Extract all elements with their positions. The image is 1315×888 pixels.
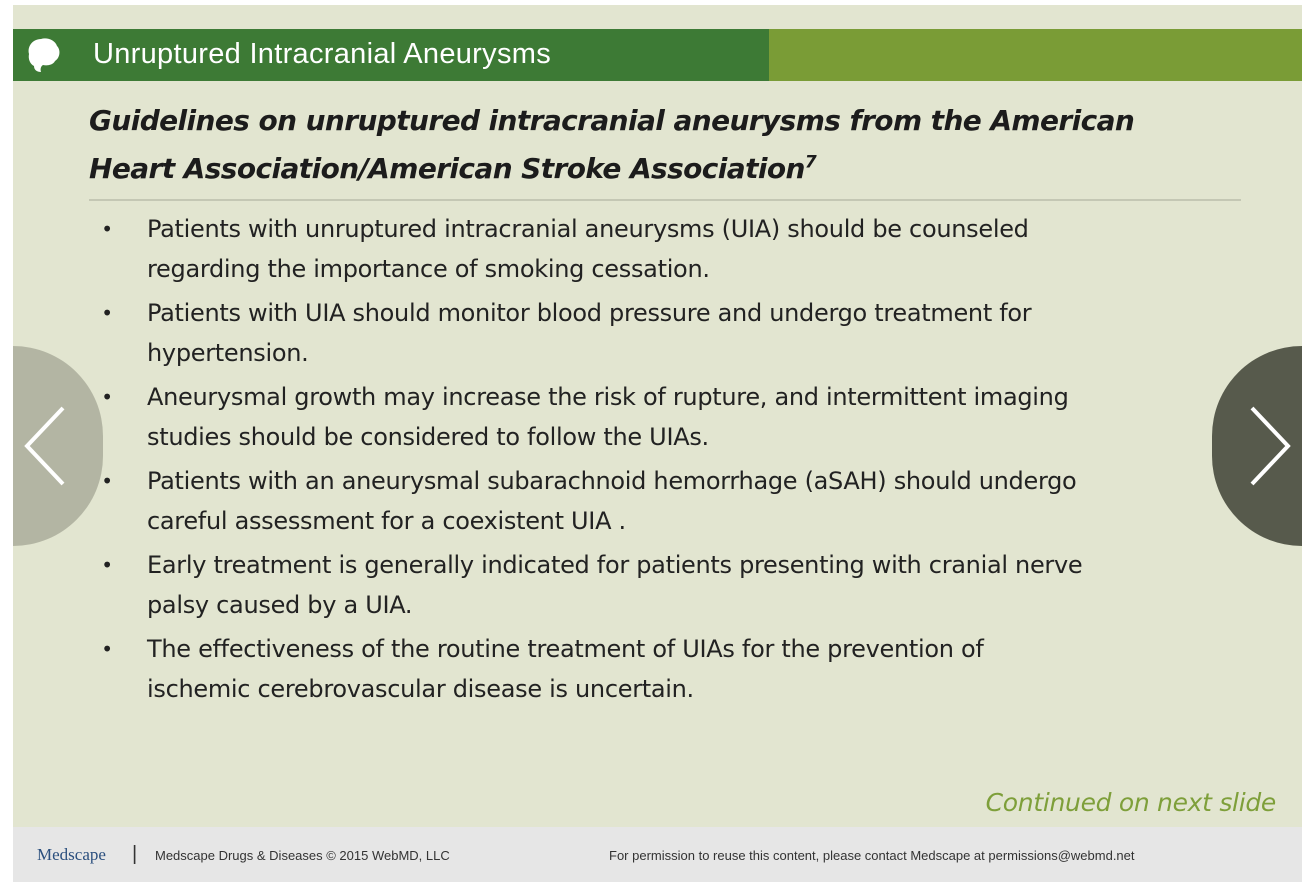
bullet-item [97,377,1177,457]
slide [13,5,1302,882]
footer-copyright: Medscape Drugs & Diseases © 2015 WebMD, LLC [155,848,450,863]
footer [13,827,1302,882]
bullet-line: The effectiveness of the routine treatment of UIAs for the prevention of [147,635,984,663]
bullet-item [97,293,1177,373]
bullet-glyph: • [101,469,113,493]
header-bar [13,29,1302,81]
bullet-list [97,209,1177,713]
divider [89,199,1241,201]
chevron-right-icon [1248,406,1292,486]
header-dark-segment [13,29,769,81]
bullet-line: ischemic cerebrovascular disease is uncertain. [147,675,694,703]
subtitle-line-1: Guidelines on unruptured intracranial aneurysms from the American [89,104,1135,137]
bullet-glyph: • [101,385,113,409]
continued-label: Continued on next slide [985,788,1276,817]
bullet-line: palsy caused by a UIA. [147,591,413,619]
bullet-line: hypertension. [147,339,309,367]
bullet-glyph: • [101,553,113,577]
bullet-item [97,209,1177,289]
bullet-line: Patients with UIA should monitor blood pressure and undergo treatment for [147,299,1032,327]
brain-icon [25,36,61,74]
bullet-glyph: • [101,637,113,661]
chevron-left-icon [23,406,67,486]
header-title: Unruptured Intracranial Aneurysms [93,38,551,70]
bullet-line: Patients with unruptured intracranial aneurysms (UIA) should be counseled [147,215,1029,243]
bullet-item [97,461,1177,541]
bullet-item [97,629,1177,709]
bullet-line: Early treatment is generally indicated for patients presenting with cranial nerve [147,551,1083,579]
slide-subtitle [89,97,1199,193]
bullet-line: careful assessment for a coexistent UIA . [147,507,626,535]
bullet-line: studies should be considered to follow the UIAs. [147,423,709,451]
header-light-segment [769,29,1302,81]
bullet-glyph: • [101,217,113,241]
footer-permissions: For permission to reuse this content, please contact Medscape at permissions@webmd.net [609,848,1135,863]
footer-separator: | [132,843,138,865]
bullet-glyph: • [101,301,113,325]
medscape-logo: Medscape [37,845,106,864]
subtitle-line-2-text: Heart Association/American Stroke Association [89,152,805,185]
reference-superscript: 7 [804,152,817,173]
bullet-line: Patients with an aneurysmal subarachnoid hemorrhage (aSAH) should undergo [147,467,1077,495]
bullet-line: Aneurysmal growth may increase the risk of rupture, and intermittent imaging [147,383,1069,411]
bullet-item [97,545,1177,625]
bullet-line: regarding the importance of smoking cessation. [147,255,710,283]
subtitle-line-2 [89,145,1199,193]
